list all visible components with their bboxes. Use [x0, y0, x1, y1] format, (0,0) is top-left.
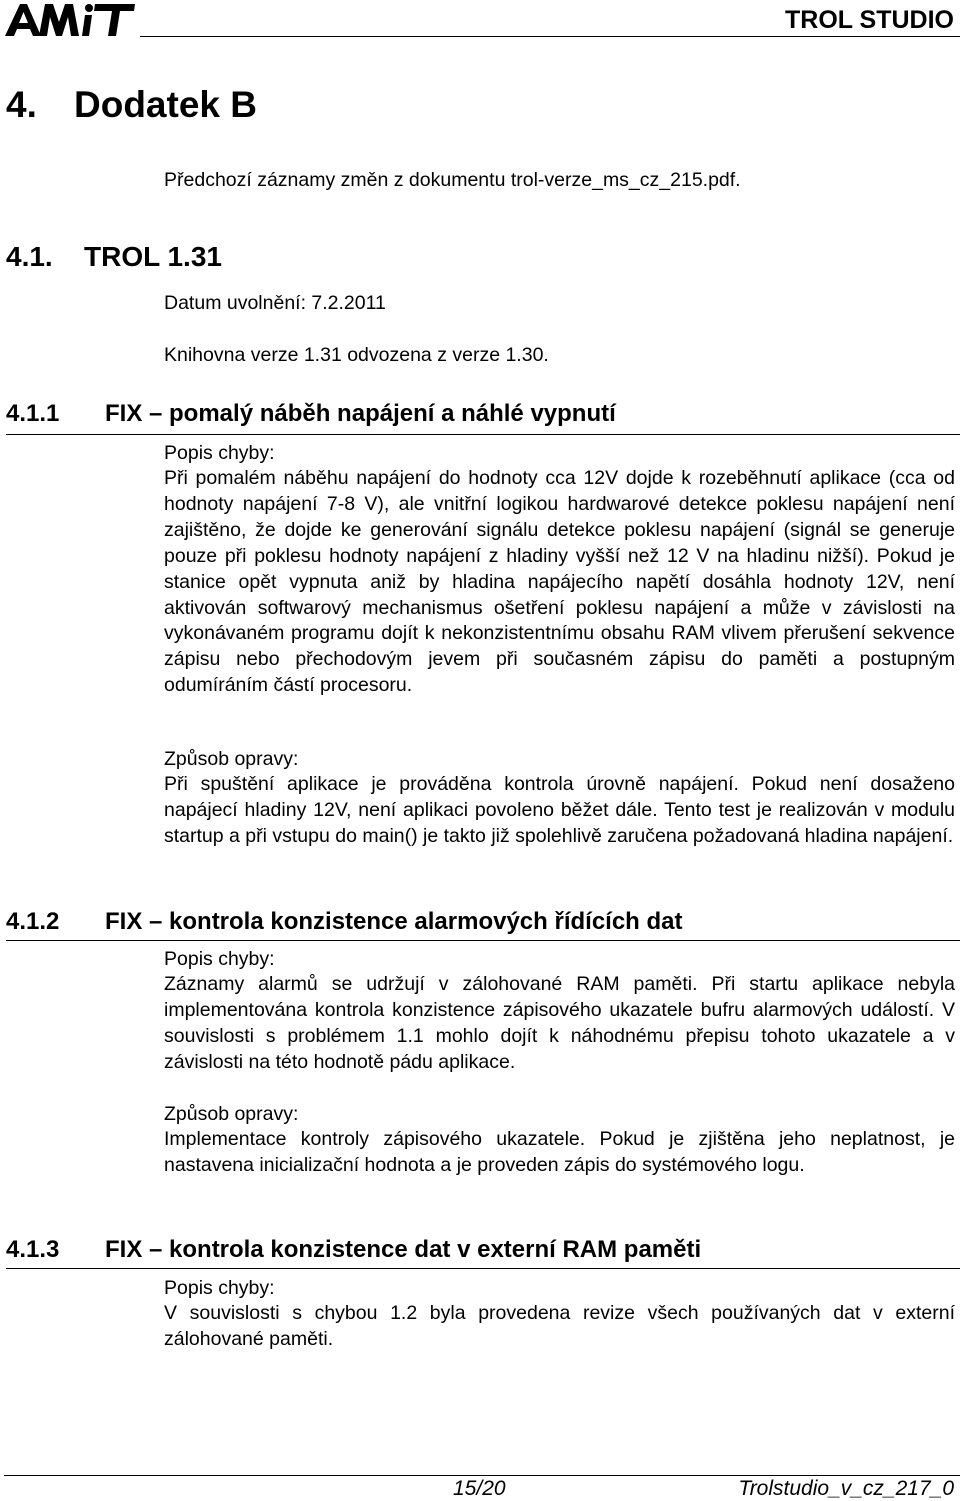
section-number: 4.1. [6, 241, 53, 272]
subsection-title: FIX – pomalý náběh napájení a náhlé vypnutí [105, 400, 616, 427]
amit-logo [5, 2, 135, 38]
fix-label: Způsob opravy: [164, 748, 299, 770]
bug-description: Při pomalém náběhu napájení do hodnoty cca 12V dojde k rozeběhnutí aplikace (cca od hodnoty napájení 7-8 V), ale vnitřní logikou hardwarové detekce poklesu napájení není zajištěno, že dojde ke generování signálu detekce poklesu napájení (signál se generuje pouze při poklesu hodnoty napájení z hladiny vyšší než 12 V na hladinu nižší). Pokud je stanice opět vypnuta aniž by hladina napájecího napětí dosáhla hodnoty 12V, není aktivován softwarový mechanismus ošetření poklesu napájení a může v závislosti na vykonávaném programu dojít k nekonzistentnímu obsahu RAM vlivem přerušení sekvence zápisu nebo přechodovým jevem při současném zápisu do paměti a postupným odumíráním částí procesoru. [164, 467, 955, 697]
library-version: Knihovna verze 1.31 odvozena z verze 1.30. [164, 344, 549, 366]
header-divider [140, 36, 960, 37]
page-number: 15/20 [453, 1477, 506, 1500]
subsection-heading-412 [6, 907, 683, 937]
fix-label: Způsob opravy: [164, 1103, 299, 1125]
chapter-number: 4. [6, 84, 37, 125]
chapter-title: Dodatek B [74, 84, 257, 125]
bug-label: Popis chyby: [164, 1277, 275, 1299]
subsection-divider [6, 1268, 960, 1269]
chapter-heading [6, 82, 257, 128]
amit-logo-icon [5, 2, 135, 38]
subsection-heading-413 [6, 1235, 701, 1265]
subsection-heading-411 [6, 399, 616, 429]
section-title: TROL 1.31 [84, 241, 222, 272]
chapter-intro: Předchozí záznamy změn z dokumentu trol-verze_ms_cz_215.pdf. [164, 169, 741, 191]
bug-description: Záznamy alarmů se udržují v zálohované RAM paměti. Při startu aplikace nebyla implementována kontrola konzistence zápisového ukazatele bufru alarmových událostí. V souvislosti s problémem 1.1 mohlo dojít k náhodnému přepisu tohoto ukazatele a v závislosti na této hodnotě pádu aplikace. [164, 973, 955, 1073]
subsection-number: 4.1.2 [6, 908, 60, 935]
bug-description: V souvislosti s chybou 1.2 byla provedena revize všech používaných dat v externí zálohované paměti. [164, 1302, 955, 1350]
section-heading [6, 240, 222, 274]
subsection-title: FIX – kontrola konzistence dat v externí RAM paměti [105, 1236, 702, 1263]
header-title: TROL STUDIO [785, 6, 954, 34]
subsection-title: FIX – kontrola konzistence alarmových řídících dat [105, 908, 683, 935]
subsection-number: 4.1.3 [6, 1236, 60, 1263]
subsection-number: 4.1.1 [6, 400, 60, 427]
bug-label: Popis chyby: [164, 442, 275, 464]
fix-description: Při spuštění aplikace je prováděna kontrola úrovně napájení. Pokud není dosaženo napájecí hladiny 12V, není aplikaci povoleno běžet dále. Tento test je realizován v modulu startup a při vstupu do main() je takto již spolehlivě zaručena požadovaná hladina napájení. [164, 773, 955, 847]
release-date: Datum uvolnění: 7.2.2011 [164, 292, 386, 314]
subsection-divider [6, 434, 960, 435]
document-id: Trolstudio_v_cz_217_0 [738, 1477, 954, 1500]
subsection-divider [6, 940, 960, 941]
bug-label: Popis chyby: [164, 948, 275, 970]
fix-description: Implementace kontroly zápisového ukazatele. Pokud je zjištěna jeho neplatnost, je nastavena inicializační hodnota a je proveden zápis do systémového logu. [164, 1128, 955, 1176]
footer-divider [4, 1475, 960, 1476]
